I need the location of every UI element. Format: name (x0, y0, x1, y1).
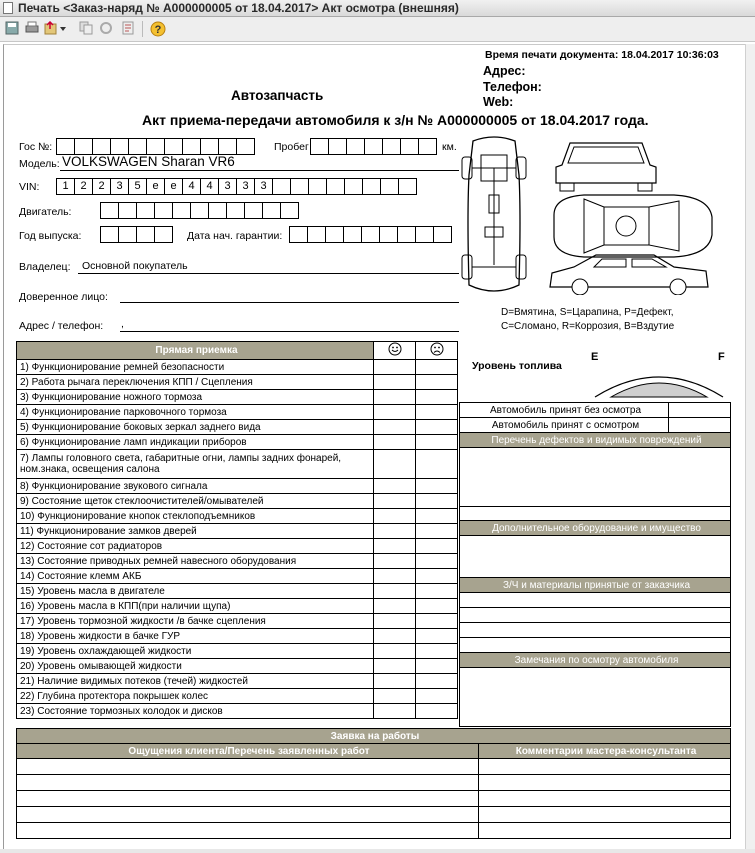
checklist-row (17, 659, 458, 674)
engine-cells[interactable] (100, 202, 299, 219)
customer-parts-row[interactable] (460, 608, 731, 623)
checklist-fail-cell[interactable] (416, 659, 458, 674)
address-label: Адрес: (483, 64, 526, 78)
model-label: Модель: (19, 158, 60, 170)
damage-legend-line2: C=Сломано, R=Коррозия, B=Вздутие (501, 321, 675, 332)
checklist-fail-cell[interactable] (416, 689, 458, 704)
vin-char: 2 (74, 178, 93, 195)
checklist-fail-cell[interactable] (416, 644, 458, 659)
checklist-row (17, 375, 458, 390)
checklist-fail-cell[interactable] (416, 435, 458, 450)
vin-char: e (146, 178, 165, 195)
refresh-icon[interactable] (98, 21, 114, 37)
model-value: VOLKSWAGEN Sharan VR6 (62, 154, 235, 169)
accepted-inspection-label: Автомобиль принят с осмотром (460, 418, 669, 433)
request-row[interactable] (17, 791, 479, 807)
checklist-ok-cell[interactable] (374, 599, 416, 614)
settings-icon[interactable] (120, 21, 136, 37)
checklist-row (17, 360, 458, 375)
car-side-views-diagram (544, 135, 714, 295)
checklist-ok-cell[interactable] (374, 509, 416, 524)
checklist-item-label: 17) Уровень тормозной жидкости /в бачке сцепления (17, 614, 374, 629)
fuel-empty-mark: E (591, 351, 599, 363)
checklist-row (17, 479, 458, 494)
print-time: Время печати документа: 18.04.2017 10:36:03 (485, 49, 719, 61)
customer-parts-row[interactable] (460, 593, 731, 608)
save-icon[interactable] (4, 21, 20, 37)
checklist-ok-cell[interactable] (374, 375, 416, 390)
checklist-row (17, 689, 458, 704)
owner-value: Основной покупатель (82, 260, 188, 272)
accepted-no-inspection-checkbox[interactable] (669, 403, 731, 418)
checklist-fail-cell[interactable] (416, 420, 458, 435)
checklist-ok-cell[interactable] (374, 629, 416, 644)
fuel-level-label: Уровень топлива (472, 360, 562, 372)
address-phone-label: Адрес / телефон: (19, 320, 104, 332)
checklist-fail-cell[interactable] (416, 629, 458, 644)
smile-icon (374, 342, 416, 360)
accepted-inspection-checkbox[interactable] (669, 418, 731, 433)
checklist-item-label: 3) Функционирование ножного тормоза (17, 390, 374, 405)
document-title: Акт приема-передачи автомобиля к з/н № А000000005 от 18.04.2017 года. (142, 112, 649, 128)
checklist-row (17, 599, 458, 614)
vin-char: 3 (110, 178, 129, 195)
phone-label: Телефон: (483, 80, 542, 94)
export-icon[interactable] (44, 21, 70, 37)
checklist-fail-cell[interactable] (416, 539, 458, 554)
checklist-item-label: 18) Уровень жидкости в бачке ГУР (17, 629, 374, 644)
checklist-row (17, 405, 458, 420)
request-comment-cell[interactable] (479, 823, 731, 839)
vin-cells[interactable] (56, 178, 417, 195)
model-underline (60, 170, 459, 171)
checklist-ok-cell[interactable] (374, 360, 416, 375)
customer-parts-row[interactable] (460, 638, 731, 653)
request-comment-cell[interactable] (479, 775, 731, 791)
km-label: км. (442, 141, 457, 153)
accepted-no-inspection-label: Автомобиль принят без осмотра (460, 403, 669, 418)
request-row[interactable] (17, 807, 479, 823)
checklist-fail-cell[interactable] (416, 584, 458, 599)
company-name: Автозапчасть (231, 88, 324, 103)
checklist-fail-cell[interactable] (416, 509, 458, 524)
checklist-item-label: 2) Работа рычага переключения КПП / Сцепления (17, 375, 374, 390)
checklist-row (17, 509, 458, 524)
checklist-row (17, 450, 458, 479)
checklist-row (17, 584, 458, 599)
trusted-underline (120, 302, 459, 303)
checklist-row (17, 569, 458, 584)
checklist-ok-cell[interactable] (374, 659, 416, 674)
checklist-ok-cell[interactable] (374, 644, 416, 659)
customer-parts-header: З/Ч и материалы принятые от заказчика (460, 578, 731, 593)
checklist-row (17, 494, 458, 509)
checklist-fail-cell[interactable] (416, 599, 458, 614)
checklist-row (17, 420, 458, 435)
vin-char: 5 (128, 178, 147, 195)
checklist-ok-cell[interactable] (374, 554, 416, 569)
checklist-item-label: 16) Уровень масла в КПП(при наличии щупа) (17, 599, 374, 614)
vin-char: 4 (182, 178, 201, 195)
checklist-fail-cell[interactable] (416, 704, 458, 719)
checklist-item-label: 8) Функционирование звукового сигнала (17, 479, 374, 494)
master-comments-column: Комментарии мастера-консультанта (479, 744, 731, 759)
request-comment-cell[interactable] (479, 759, 731, 775)
checklist-fail-cell[interactable] (416, 479, 458, 494)
vin-label: VIN: (19, 181, 40, 193)
checklist-fail-cell[interactable] (416, 360, 458, 375)
extra-equipment-field[interactable] (460, 536, 731, 578)
fuel-full-mark: F (718, 351, 725, 363)
checklist-item-label: 11) Функционирование замков дверей (17, 524, 374, 539)
checklist-ok-cell[interactable] (374, 494, 416, 509)
checklist-fail-cell[interactable] (416, 524, 458, 539)
fuel-gauge[interactable] (589, 363, 729, 399)
vertical-scrollbar[interactable] (745, 44, 755, 849)
owner-underline (78, 273, 459, 274)
checklist-row (17, 674, 458, 689)
checklist-ok-cell[interactable] (374, 704, 416, 719)
address-phone-value: , (121, 318, 124, 330)
gos-label: Гос №: (19, 141, 53, 153)
checklist-item-label: 15) Уровень масла в двигателе (17, 584, 374, 599)
checklist-row (17, 704, 458, 719)
checklist-row (17, 554, 458, 569)
svg-text:?: ? (154, 24, 162, 36)
request-row[interactable] (17, 759, 479, 775)
checklist-item-label: 22) Глубина протектора покрышек колес (17, 689, 374, 704)
checklist-row (17, 390, 458, 405)
checklist-header: Прямая приемка (17, 342, 374, 360)
checklist-item-label: 10) Функционирование кнопок стеклоподъемников (17, 509, 374, 524)
defects-field[interactable] (460, 448, 731, 507)
request-row[interactable] (17, 775, 479, 791)
checklist-ok-cell[interactable] (374, 435, 416, 450)
defects-field-row[interactable] (460, 507, 731, 521)
checklist-item-label: 5) Функционирование боковых зеркал заднего вида (17, 420, 374, 435)
checklist-item-label: 13) Состояние приводных ремней навесного оборудования (17, 554, 374, 569)
checklist-item-label: 4) Функционирование парковочного тормоза (17, 405, 374, 420)
checklist-fail-cell[interactable] (416, 554, 458, 569)
damage-legend-line1: D=Вмятина, S=Царапина, P=Дефект, (501, 307, 674, 318)
remarks-header: Замечания по осмотру автомобиля (460, 653, 731, 668)
checklist-item-label: 9) Состояние щеток стеклоочистителей/омывателей (17, 494, 374, 509)
checklist-row (17, 524, 458, 539)
checklist-item-label: 23) Состояние тормозных колодок и дисков (17, 704, 374, 719)
checklist-row (17, 614, 458, 629)
defects-header: Перечень дефектов и видимых повреждений (460, 433, 731, 448)
checklist-fail-cell[interactable] (416, 614, 458, 629)
checklist-fail-cell[interactable] (416, 569, 458, 584)
extra-equipment-header: Дополнительное оборудование и имущество (460, 521, 731, 536)
vin-char: 3 (236, 178, 255, 195)
checklist-fail-cell[interactable] (416, 674, 458, 689)
checklist-ok-cell[interactable] (374, 390, 416, 405)
checklist-ok-cell[interactable] (374, 479, 416, 494)
remarks-field[interactable] (460, 668, 731, 727)
checklist-row (17, 539, 458, 554)
car-chassis-top-diagram (459, 135, 529, 300)
help-icon[interactable] (150, 21, 166, 37)
checklist-ok-cell[interactable] (374, 584, 416, 599)
checklist-ok-cell[interactable] (374, 450, 416, 479)
work-request-header: Заявка на работы (17, 729, 731, 744)
checklist-fail-cell[interactable] (416, 450, 458, 479)
year-label: Год выпуска: (19, 230, 82, 242)
mileage-label: Пробег (274, 141, 309, 153)
client-complaints-column: Ощущения клиента/Перечень заявленных работ (17, 744, 479, 759)
window-titlebar (0, 0, 755, 17)
vin-char: 3 (254, 178, 273, 195)
checklist-ok-cell[interactable] (374, 524, 416, 539)
checklist-item-label: 12) Состояние сот радиаторов (17, 539, 374, 554)
customer-parts-row[interactable] (460, 623, 731, 638)
document-icon (3, 2, 13, 14)
frown-icon (416, 342, 458, 360)
trusted-person-label: Доверенное лицо: (19, 291, 108, 303)
checklist-row (17, 629, 458, 644)
web-label: Web: (483, 95, 514, 109)
toolbar-separator (142, 21, 143, 37)
work-request-table (16, 728, 731, 839)
window-title: Печать <Заказ-наряд № А000000005 от 18.04.2017> Акт осмотра (внешняя) (18, 1, 459, 15)
checklist-item-label: 21) Наличие видимых потеков (течей) жидкостей (17, 674, 374, 689)
horizontal-scrollbar[interactable] (0, 849, 755, 853)
checklist-item-label: 7) Лампы головного света, габаритные огни, лампы задних фонарей, ном.знака, освещения салона (17, 450, 374, 479)
inspection-side-table (459, 402, 731, 727)
checklist-ok-cell[interactable] (374, 674, 416, 689)
toolbar (0, 17, 755, 42)
checklist-row (17, 435, 458, 450)
checklist-ok-cell[interactable] (374, 539, 416, 554)
vin-char: 4 (200, 178, 219, 195)
checklist-item-label: 20) Уровень омывающей жидкости (17, 659, 374, 674)
warranty-cells[interactable] (289, 226, 452, 243)
checklist-ok-cell[interactable] (374, 689, 416, 704)
year-cells[interactable] (100, 226, 173, 243)
checklist-fail-cell[interactable] (416, 494, 458, 509)
request-comment-cell[interactable] (479, 791, 731, 807)
checklist-item-label: 19) Уровень охлаждающей жидкости (17, 644, 374, 659)
mileage-cells[interactable] (310, 138, 437, 155)
checklist-item-label: 1) Функционирование ремней безопасности (17, 360, 374, 375)
request-comment-cell[interactable] (479, 807, 731, 823)
vin-char: 3 (218, 178, 237, 195)
request-row[interactable] (17, 823, 479, 839)
checklist-item-label: 6) Функционирование ламп индикации приборов (17, 435, 374, 450)
owner-label: Владелец: (19, 261, 71, 273)
print-icon[interactable] (24, 21, 40, 37)
checklist-ok-cell[interactable] (374, 569, 416, 584)
checklist-table (16, 341, 458, 719)
checklist-fail-cell[interactable] (416, 405, 458, 420)
checklist-fail-cell[interactable] (416, 390, 458, 405)
vin-char: e (164, 178, 183, 195)
checklist-ok-cell[interactable] (374, 614, 416, 629)
checklist-fail-cell[interactable] (416, 375, 458, 390)
gos-number-cells[interactable] (56, 138, 255, 155)
address-underline (120, 331, 459, 332)
vin-char: 1 (56, 178, 75, 195)
checklist-ok-cell[interactable] (374, 420, 416, 435)
engine-label: Двигатель: (19, 206, 72, 218)
document-page (3, 44, 745, 850)
vin-char: 2 (92, 178, 111, 195)
copy-icon[interactable] (78, 21, 94, 37)
checklist-row (17, 644, 458, 659)
warranty-label: Дата нач. гарантии: (187, 230, 283, 242)
checklist-item-label: 14) Состояние клемм АКБ (17, 569, 374, 584)
checklist-ok-cell[interactable] (374, 405, 416, 420)
